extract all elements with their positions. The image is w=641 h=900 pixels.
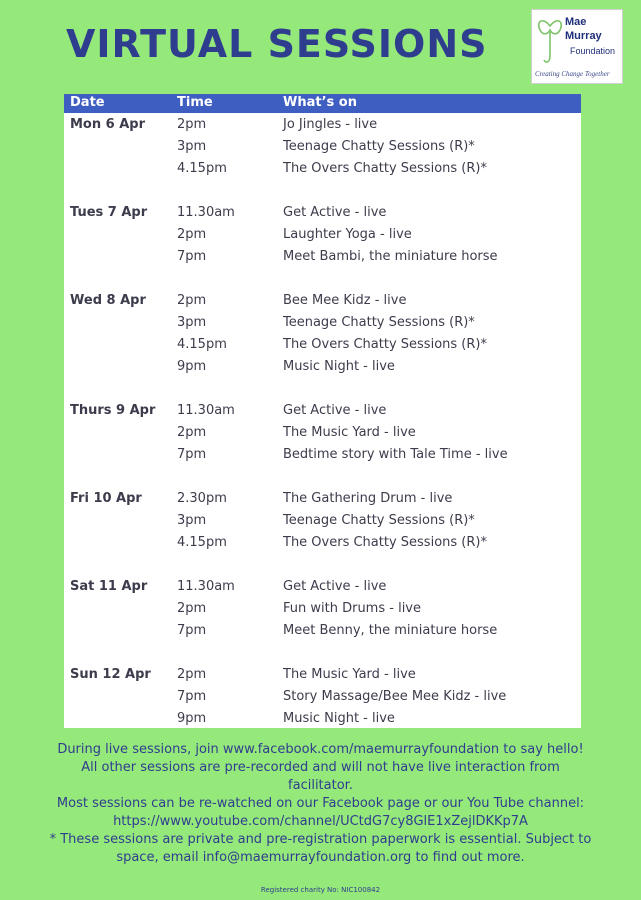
logo-line-1: Mae (565, 16, 587, 28)
butterfly-logo-icon (536, 16, 564, 68)
header-time: Time (177, 95, 213, 110)
session-time: 11.30am (177, 403, 235, 418)
table-header (64, 94, 581, 113)
day-label: Mon 6 Apr (70, 117, 145, 132)
session-event: Teenage Chatty Sessions (R)* (283, 513, 475, 528)
session-event: The Overs Chatty Sessions (R)* (283, 161, 487, 176)
session-time: 11.30am (177, 205, 235, 220)
session-event: Story Massage/Bee Mee Kidz - live (283, 689, 507, 704)
session-time: 4.15pm (177, 535, 227, 550)
session-event: Teenage Chatty Sessions (R)* (283, 315, 475, 330)
session-time: 4.15pm (177, 337, 227, 352)
footer-line: Most sessions can be re-watched on our Facebook page or our You Tube channel: (56, 796, 585, 811)
footer-line: facilitator. (288, 778, 353, 793)
session-event: The Music Yard - live (283, 667, 416, 682)
session-event: Get Active - live (283, 579, 387, 594)
session-event: Jo Jingles - live (283, 117, 378, 132)
session-time: 11.30am (177, 579, 235, 594)
session-time: 4.15pm (177, 161, 227, 176)
session-event: Meet Bambi, the miniature horse (283, 249, 498, 264)
session-event: Get Active - live (283, 403, 387, 418)
day-label: Fri 10 Apr (70, 491, 142, 506)
footer-line: space, email info@maemurrayfoundation.org to find out more. (116, 850, 525, 865)
session-event: Music Night - live (283, 359, 395, 374)
session-time: 2pm (177, 117, 207, 132)
page-title: VIRTUAL SESSIONS (66, 22, 488, 66)
session-time: 2pm (177, 667, 207, 682)
session-time: 3pm (177, 139, 207, 154)
day-label: Sat 11 Apr (70, 579, 148, 594)
session-time: 2pm (177, 425, 207, 440)
session-time: 7pm (177, 447, 207, 462)
session-time: 2pm (177, 227, 207, 242)
session-time: 7pm (177, 249, 207, 264)
session-time: 9pm (177, 359, 207, 374)
day-label: Sun 12 Apr (70, 667, 151, 682)
session-event: The Music Yard - live (283, 425, 416, 440)
session-time: 2pm (177, 601, 207, 616)
day-label: Thurs 9 Apr (70, 403, 156, 418)
logo-line-2: Murray (565, 30, 602, 42)
footer-notes (0, 741, 641, 867)
session-event: Music Night - live (283, 711, 395, 726)
session-time: 7pm (177, 623, 207, 638)
footer-line: During live sessions, join www.facebook.com/maemurrayfoundation to say hello! (57, 742, 584, 757)
foundation-logo (531, 9, 623, 84)
session-time: 7pm (177, 689, 207, 704)
session-event: Fun with Drums - live (283, 601, 421, 616)
day-label: Tues 7 Apr (70, 205, 148, 220)
day-label: Wed 8 Apr (70, 293, 146, 308)
footer-line: https://www.youtube.com/channel/UCtdG7cy8GlE1xZejlDKKp7A (113, 814, 528, 829)
session-event: Get Active - live (283, 205, 387, 220)
logo-tagline: Creating Change Together (535, 70, 610, 78)
footer-line: All other sessions are pre-recorded and will not have live interaction from (81, 760, 560, 775)
session-event: The Overs Chatty Sessions (R)* (283, 337, 487, 352)
charity-number: Registered charity No: NIC100842 (260, 886, 381, 894)
session-event: The Overs Chatty Sessions (R)* (283, 535, 487, 550)
session-event: Bedtime story with Tale Time - live (283, 447, 508, 462)
header-whats-on: What’s on (283, 95, 357, 110)
session-time: 3pm (177, 513, 207, 528)
schedule-table (64, 94, 581, 728)
session-time: 9pm (177, 711, 207, 726)
session-event: The Gathering Drum - live (283, 491, 453, 506)
session-event: Laughter Yoga - live (283, 227, 412, 242)
session-event: Meet Benny, the miniature horse (283, 623, 498, 638)
session-time: 2pm (177, 293, 207, 308)
session-time: 3pm (177, 315, 207, 330)
footer-line: * These sessions are private and pre-registration paperwork is essential. Subject to (49, 832, 592, 847)
session-event: Bee Mee Kidz - live (283, 293, 407, 308)
session-time: 2.30pm (177, 491, 227, 506)
header-date: Date (70, 95, 105, 110)
session-event: Teenage Chatty Sessions (R)* (283, 139, 475, 154)
logo-line-3: Foundation (570, 46, 616, 56)
